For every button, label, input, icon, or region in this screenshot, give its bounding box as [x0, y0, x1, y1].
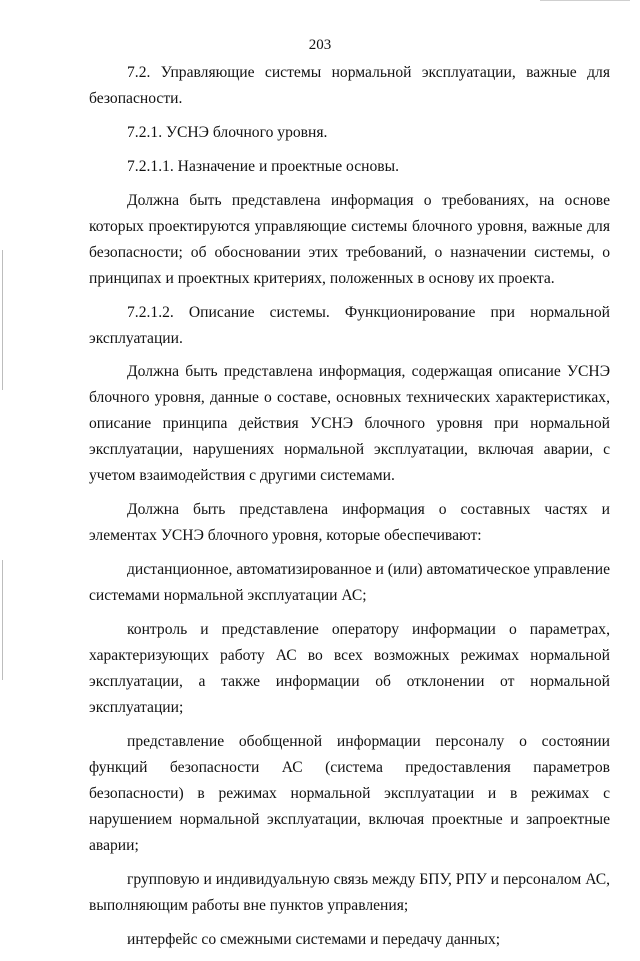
document-body — [89, 60, 610, 961]
list-item: контроль и представление оператору информации о параметрах, характеризующих работу АС во всех возможных режимах нормальной эксплуатации, а также информации об отклонении от нормальной эксплуатации; — [89, 621, 610, 717]
list-item: представление обобщенной информации персоналу о состоянии функций безопасности АС (система предоставления параметров безопасности) в режимах нормальной эксплуатации и в режимах с нарушением нормальной эксплуатации, включая проектные и запроектные аварии; — [89, 733, 610, 855]
section-heading-7-2: 7.2. Управляющие системы нормальной эксплуатации, важные для безопасности. — [89, 64, 610, 107]
paragraph-system-description: Должна быть представлена информация, содержащая описание УСНЭ блочного уровня, данные о составе, основных технических характеристиках, описание принципа действия УСНЭ блочного уровня при нормальной эксплуатации, нарушениях нормальной эксплуатации, включая аварии, с учетом взаимодействия с другими системами. — [89, 363, 610, 485]
paragraph-components: Должна быть представлена информация о составных частях и элементах УСНЭ блочного уровня, которые обеспечивают: — [89, 501, 610, 545]
paragraph-requirements: Должна быть представлена информация о требованиях, на основе которых проектируются управляющие системы блочного уровня, важные для безопасности; об обосновании этих требований, о назначении системы, о принципах и проектных критериях, положенных в основу их проекта. — [89, 191, 610, 287]
list-item: дистанционное, автоматизированное и (или) автоматическое управление системами нормальной эксплуатации АС; — [89, 561, 610, 605]
section-heading-7-2-1-2: 7.2.1.2. Описание системы. Функционирование при нормальной эксплуатации. — [89, 303, 610, 347]
list-item: групповую и индивидуальную связь между БПУ, РПУ и персоналом АС, выполняющим работы вне пунктов управления; — [89, 870, 610, 914]
page-number: 203 — [308, 37, 332, 53]
section-heading-7-2-1-1: 7.2.1.1. Назначение и проектные основы. — [127, 157, 400, 175]
scan-edge-mark — [2, 560, 3, 680]
scan-edge-mark — [540, 0, 630, 1]
section-heading-7-2-1: 7.2.1. УСНЭ блочного уровня. — [127, 123, 328, 141]
scan-edge-mark — [2, 250, 3, 390]
list-item: интерфейс со смежными системами и передачу данных; — [127, 930, 501, 948]
